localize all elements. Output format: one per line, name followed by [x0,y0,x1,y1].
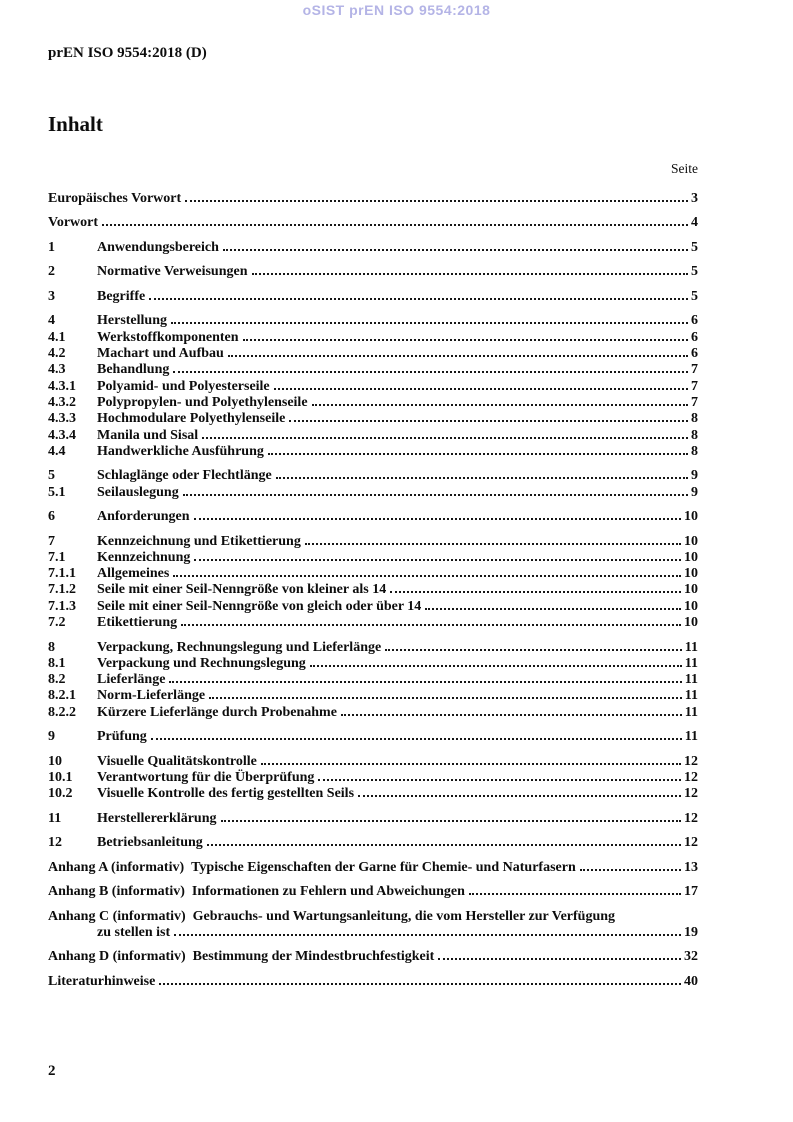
toc-entry-label: Begriffe [97,288,146,304]
dot-leader [469,893,681,895]
dot-leader [151,738,682,740]
dot-leader [221,820,682,822]
toc-entry-number: 8.2.1 [48,688,76,704]
toc-entry-page: 8 [691,443,698,459]
toc-entry-continuation [48,925,698,941]
dot-leader [425,608,681,610]
toc-entry-page: 17 [684,884,698,900]
dot-leader [580,869,681,871]
toc-entry-page: 5 [691,264,698,280]
toc-entry-page: 9 [691,484,698,500]
dot-leader [149,298,688,300]
toc-entry-page: 10 [684,566,698,582]
toc-entry [48,313,698,329]
toc-entry-label: Visuelle Kontrolle des fertig gestellten Seils [97,786,355,802]
toc-entry-page: 12 [684,810,698,826]
toc-entry-page: 4 [691,215,698,231]
toc-entry-page: 5 [691,288,698,304]
dot-leader [209,697,682,699]
toc-entry [48,191,698,207]
dot-leader [223,249,688,251]
toc-entry-page: 10 [684,615,698,631]
dot-leader [174,934,681,936]
toc-entry-label: Machart und Aufbau [97,346,224,362]
toc-entry-number: 8.1 [48,655,66,671]
dot-leader [268,453,688,455]
toc-entry [48,909,698,925]
toc-entry-label: Etikettierung [97,615,178,631]
toc-entry-page: 32 [684,949,698,965]
toc-entry-label: Anwendungsbereich [97,239,219,255]
toc-entry-label: Kürzere Lieferlänge durch Probenahme [97,704,337,720]
toc-entry-number: 5 [48,468,55,484]
toc-entry-number: 8.2.2 [48,704,76,720]
toc-heading: Inhalt [48,112,103,136]
toc-entry-label: Verantwortung für die Überprüfung [97,769,315,785]
toc-entry-label: Anhang B (informativ) Informationen zu Fehlern und Abweichungen [48,884,465,900]
toc-entry-label: Normative Verweisungen [97,264,248,280]
toc-entry-number: 3 [48,288,55,304]
toc-entry-page: 11 [684,672,698,688]
toc-entry-label: zu stellen ist [97,924,171,940]
toc-entry-label: Seilauslegung [97,484,179,500]
toc-entry-number: 4 [48,313,55,329]
toc-entry [48,599,698,615]
toc-entry-page: 7 [691,362,698,378]
toc-entry-number: 7.1.3 [48,598,76,614]
toc-entry-label: Anhang C (informativ) Gebrauchs- und Wartungsanleitung, die vom Hersteller zur Verfügung [48,908,616,924]
toc-entry-label: Vorwort [48,215,99,231]
toc-entry [48,615,698,631]
toc-entry-label: Manila und Sisal [97,427,199,443]
dot-leader [185,200,688,202]
toc-entry-number: 10.1 [48,769,73,785]
dot-leader [173,575,681,577]
toc-entry-number: 4.3.4 [48,427,76,443]
dot-leader [252,273,689,275]
dot-leader [228,355,688,357]
toc-entry [48,835,698,851]
toc-entry [48,884,698,900]
toc-entry [48,264,698,280]
toc-entry [48,566,698,582]
toc-entry [48,860,698,876]
toc-entry-label: Herstellung [97,313,167,329]
dot-leader [305,543,681,545]
dot-leader [169,681,681,683]
toc-entry-label: Schlaglänge oder Flechtlänge [97,468,272,484]
toc-entry-page: 7 [691,378,698,394]
dot-leader [159,983,681,985]
dot-leader [438,958,681,960]
toc-entry-number: 4.1 [48,329,66,345]
toc-entry-number: 7.1.2 [48,582,76,598]
toc-entry-page: 9 [691,468,698,484]
toc-entry-page: 7 [691,394,698,410]
toc-entry [48,656,698,672]
toc-entry-number: 4.3.3 [48,411,76,427]
toc-entry [48,754,698,770]
toc-entry [48,330,698,346]
toc-entry-label: Europäisches Vorwort [48,191,182,206]
toc-entry-page: 12 [684,786,698,802]
toc-entry-number: 1 [48,239,55,255]
toc-entry-page: 11 [684,688,698,704]
dot-leader [318,779,681,781]
dot-leader [183,494,688,496]
toc-entry-number: 8 [48,639,55,655]
toc-entry-label: Prüfung [97,729,147,745]
toc-entry-label: Behandlung [97,362,170,378]
toc-entry [48,428,698,444]
toc-entry-page: 40 [684,973,698,989]
toc-entry-number: 4.3.1 [48,378,76,394]
dot-leader [202,437,688,439]
toc-entry-page: 19 [684,924,698,940]
toc-entry [48,582,698,598]
toc-entry [48,468,698,484]
toc-entry [48,949,698,965]
dot-leader [173,371,688,373]
toc-entry [48,770,698,786]
toc-entry [48,444,698,460]
toc-entry-label: Kennzeichnung [97,549,191,565]
dot-leader [358,795,681,797]
toc-entry [48,534,698,550]
dot-leader [261,763,681,765]
toc-entry-page: 11 [684,729,698,745]
toc-entry-label: Kennzeichnung und Etikettierung [97,533,301,549]
toc-entry [48,705,698,721]
toc-entry-number: 4.3.2 [48,394,76,410]
toc-entry-page: 3 [691,191,698,206]
toc-entry-label: Allgemeines [97,566,170,582]
toc-entry-number: 10 [48,753,62,769]
toc-entry-label: Seile mit einer Seil-Nenngröße von kleiner als 14 [97,582,387,598]
dot-leader [310,665,682,667]
toc-entry-label: Betriebsanleitung [97,835,203,851]
dot-leader [243,339,688,341]
toc-entry-number: 10.2 [48,786,73,802]
toc-entry-label: Anhang A (informativ) Typische Eigenschaften der Garne für Chemie- und Naturfasern [48,859,576,875]
toc-entry-number: 12 [48,835,62,851]
toc-entry-page: 10 [684,533,698,549]
toc-entry-page: 6 [691,329,698,345]
toc-entry-label: Norm-Lieferlänge [97,688,206,704]
dot-leader [289,420,688,422]
toc-entry-number: 8.2 [48,672,66,688]
toc-entry [48,786,698,802]
toc-entry-number: 2 [48,264,55,280]
toc-entry-label: Handwerkliche Ausführung [97,443,264,459]
dot-leader [341,714,682,716]
toc-entry-number: 7.1 [48,549,66,565]
toc-entry [48,550,698,566]
toc-entry [48,640,698,656]
toc-entry-label: Visuelle Qualitätskontrolle [97,753,257,769]
toc-entry [48,362,698,378]
watermark: oSIST prEN ISO 9554:2018 [302,2,491,18]
toc-entry-page: 5 [691,239,698,255]
toc-entry-label: Verpackung, Rechnungslegung und Lieferlänge [97,639,382,655]
dot-leader [207,844,681,846]
toc-entry [48,240,698,256]
toc-entry-number: 4.2 [48,346,66,362]
dot-leader [276,477,688,479]
toc-entry [48,672,698,688]
dot-leader [385,649,682,651]
dot-leader [390,591,681,593]
toc-entry-number: 11 [48,810,62,826]
toc-entry-page: 10 [684,549,698,565]
toc-entry-number: 6 [48,509,55,525]
toc-entry-page: 12 [684,769,698,785]
toc-entry [48,688,698,704]
toc-entry-label: Polypropylen- und Polyethylenseile [97,394,308,410]
toc-entry-page: 12 [684,753,698,769]
toc-entry-label: Polyamid- und Polyesterseile [97,378,270,394]
toc-entry-page: 12 [684,835,698,851]
toc-entry-page: 11 [684,655,698,671]
toc-entry-label: Verpackung und Rechnungslegung [97,655,306,671]
dot-leader [194,559,681,561]
dot-leader [312,404,688,406]
toc-entry-page: 10 [684,582,698,598]
toc-entry [48,974,698,990]
dot-leader [194,518,681,520]
toc-entry-page: 6 [691,346,698,362]
toc-entry-page: 8 [691,427,698,443]
toc-entry-page: 8 [691,411,698,427]
toc-entry-label: Werkstoffkomponenten [97,329,239,345]
toc-entry-page: 6 [691,313,698,329]
toc-entry [48,289,698,305]
seite-column-header: Seite [671,161,698,176]
toc-entry [48,215,698,231]
toc-entry-label: Herstellererklärung [97,810,217,826]
toc-entry-number: 7.2 [48,615,66,631]
toc-entry-page: 13 [684,859,698,875]
toc-entry-number: 4.3 [48,362,66,378]
toc-entry-number: 5.1 [48,484,66,500]
toc-entry [48,395,698,411]
toc-entry-page: 10 [684,509,698,525]
toc-entry [48,485,698,501]
toc-entry [48,811,698,827]
toc-entry [48,509,698,525]
toc-entry-number: 7.1.1 [48,566,76,582]
toc-entry-label: Literaturhinweise [48,973,156,989]
toc-entry-label: Seile mit einer Seil-Nenngröße von gleich oder über 14 [97,598,422,614]
toc-entry-page: 11 [684,639,698,655]
document-reference: prEN ISO 9554:2018 (D) [48,45,207,61]
toc-entry-label: Anforderungen [97,509,190,525]
toc-entry-label: Hochmodulare Polyethylenseile [97,411,286,427]
table-of-contents [48,191,698,990]
toc-entry [48,729,698,745]
dot-leader [274,388,688,390]
toc-entry-number: 7 [48,533,55,549]
toc-entry-page: 10 [684,598,698,614]
toc-entry-page: 11 [684,704,698,720]
toc-entry [48,411,698,427]
dot-leader [102,224,688,226]
toc-entry [48,379,698,395]
footer-page-number: 2 [48,1063,56,1079]
toc-entry [48,346,698,362]
dot-leader [171,322,688,324]
toc-entry-number: 4.4 [48,443,66,459]
toc-entry-label: Lieferlänge [97,672,166,688]
toc-entry-label: Anhang D (informativ) Bestimmung der Mindestbruchfestigkeit [48,949,435,965]
toc-entry-number: 9 [48,729,55,745]
dot-leader [181,624,681,626]
